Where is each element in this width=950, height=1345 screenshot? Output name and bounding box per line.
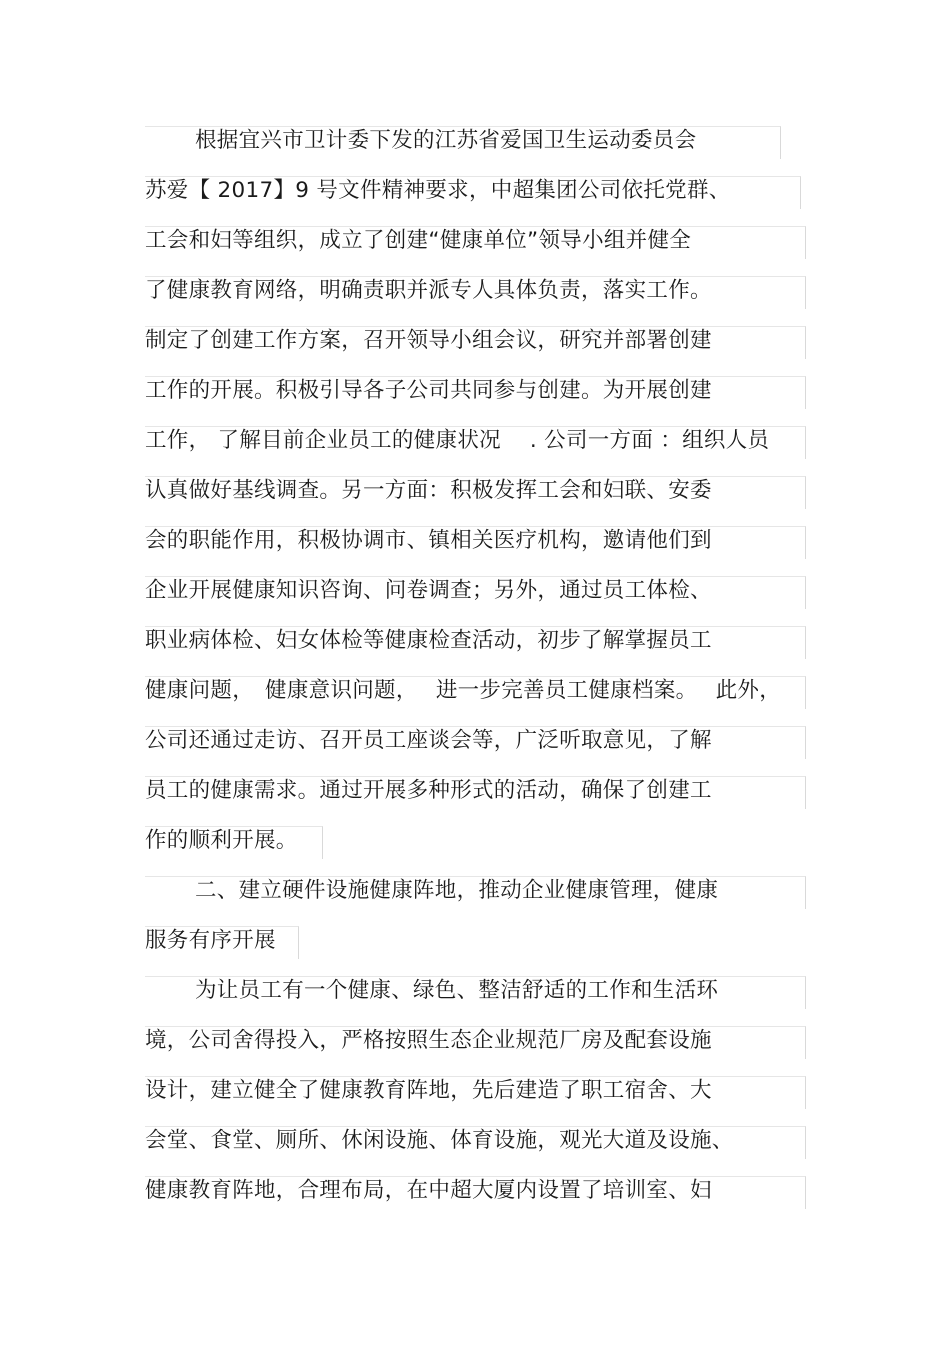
text-line: 职业病体检、妇女体检等健康检查活动，初步了解掌握员工 <box>145 628 712 653</box>
text-line: 企业开展健康知识咨询、问卷调查；另外，通过员工体检、 <box>145 578 712 603</box>
text-line: 工作， 了解目前企业员工的健康状况 . 公司一方面 ：组织人员 <box>145 428 770 453</box>
section-heading: 二、建立硬件设施健康阵地，推动企业健康管理，健康 <box>195 878 719 903</box>
text-line: 会的职能作用，积极协调市、镇相关医疗机构，邀请他们到 <box>145 528 712 553</box>
text-line: 员工的健康需求。通过开展多种形式的活动，确保了创建工 <box>145 778 712 803</box>
text-line: 工会和妇等组织，成立了创建“健康单位”领导小组并健全 <box>145 228 692 253</box>
text-line: 健康教育阵地，合理布局，在中超大厦内设置了培训室、妇 <box>145 1178 712 1203</box>
text-line: 为让员工有一个健康、绿色、整洁舒适的工作和生活环 <box>195 978 719 1003</box>
text-line: 根据宜兴市卫计委下发的江苏省爱国卫生运动委员会 <box>195 128 697 153</box>
text-line: 苏爱【 2017】9 号文件精神要求，中超集团公司依托党群、 <box>145 178 731 203</box>
text-line: 作的顺利开展。 <box>145 828 298 853</box>
text-line: 制定了创建工作方案，召开领导小组会议，研究并部署创建 <box>145 328 712 353</box>
text-line: 公司还通过走访、召开员工座谈会等，广泛听取意见，了解 <box>145 728 712 753</box>
text-line: 设计，建立健全了健康教育阵地，先后建造了职工宿舍、大 <box>145 1078 712 1103</box>
section-heading: 服务有序开展 <box>145 928 276 953</box>
text-line: 认真做好基线调查。另一方面：积极发挥工会和妇联、安委 <box>145 478 712 503</box>
text-line: 健康问题， 健康意识问题， 进一步完善员工健康档案。 此外， <box>145 678 782 703</box>
text-line: 会堂、食堂、厕所、休闲设施、体育设施，观光大道及设施、 <box>145 1128 734 1153</box>
text-line: 了健康教育网络，明确责职并派专人具体负责，落实工作。 <box>145 278 712 303</box>
text-line: 工作的开展。积极引导各子公司共同参与创建。为开展创建 <box>145 378 712 403</box>
text-line: 境，公司舍得投入，严格按照生态企业规范厂房及配套设施 <box>145 1028 712 1053</box>
